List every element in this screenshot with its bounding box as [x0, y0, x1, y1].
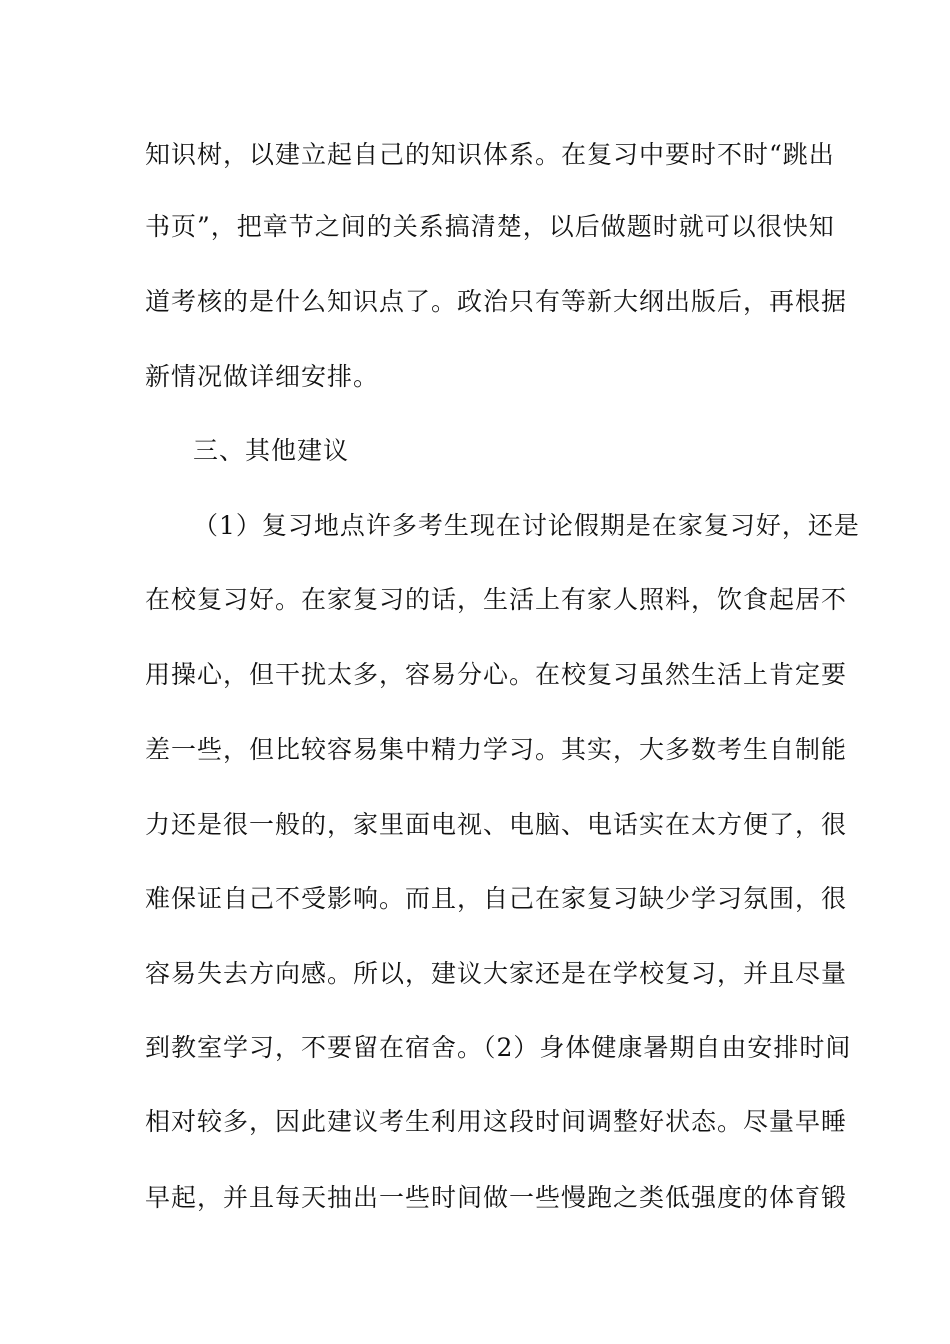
body-text-line: 道考核的是什么知识点了。政治只有等新大纲出版后，再根据 [145, 287, 848, 316]
body-text-line: 容易失去方向感。所以，建议大家还是在学校复习，并且尽量 [145, 959, 848, 988]
body-text-line: 新情况做详细安排。 [145, 362, 380, 391]
body-text-line: 书页”，把章节之间的关系搞清楚，以后做题时就可以很快知 [145, 212, 835, 241]
body-text-line: 知识树，以建立起自己的知识体系。在复习中要时不时“跳出 [145, 140, 835, 169]
body-text-line: 相对较多，因此建议考生利用这段时间调整好状态。尽量早睡 [145, 1107, 848, 1136]
body-text-line: 在校复习好。在家复习的话，生活上有家人照料，饮食起居不 [145, 585, 848, 614]
body-text-line: 到教室学习，不要留在宿舍。（2）身体健康暑期自由安排时间 [145, 1033, 852, 1062]
body-text-line: （1）复习地点许多考生现在讨论假期是在家复习好，还是 [193, 511, 860, 540]
body-text-line: 早起，并且每天抽出一些时间做一些慢跑之类低强度的体育锻 [145, 1183, 848, 1212]
section-heading: 三、其他建议 [193, 436, 350, 465]
body-text-line: 差一些，但比较容易集中精力学习。其实，大多数考生自制能 [145, 735, 848, 764]
body-text-line: 力还是很一般的，家里面电视、电脑、电话实在太方便了，很 [145, 810, 848, 839]
body-text-line: 用操心，但干扰太多，容易分心。在校复习虽然生活上肯定要 [145, 660, 848, 689]
body-text-line: 难保证自己不受影响。而且，自己在家复习缺少学习氛围，很 [145, 884, 848, 913]
